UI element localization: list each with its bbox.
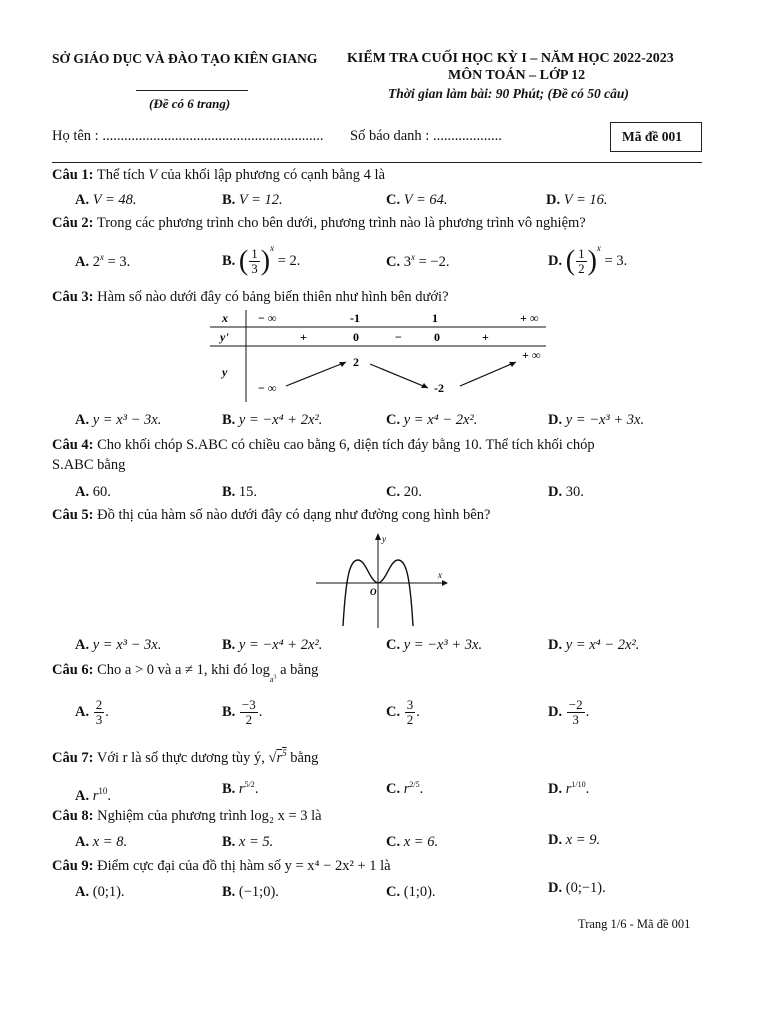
question-7: Câu 7: Với r là số thực dương tùy ý, $√r^5$ bằng: [52, 748, 319, 766]
q2-option-c[interactable]: C. $3^x = -2$.: [386, 252, 450, 270]
question-5: Câu 5: Đồ thị của hàm số nào dưới đây có dạng như đường cong hình bên?: [52, 507, 491, 523]
y-value: + ∞: [522, 348, 541, 362]
table-y-label: y: [222, 365, 228, 379]
y-value: − ∞: [258, 381, 277, 395]
q4-option-c[interactable]: C. 20.: [386, 484, 422, 500]
y-value: -2: [434, 381, 444, 395]
q9-option-b[interactable]: B. (−1;0).: [222, 884, 279, 900]
table-yprime-label: y': [220, 330, 229, 344]
time-note: Thời gian làm bài: 90 Phút; (Đề có 50 câu): [388, 86, 629, 101]
q7-option-c[interactable]: C. $r^{2/5}$.: [386, 780, 424, 797]
question-4-cont: S.ABC bằng: [52, 457, 126, 473]
question-4: Câu 4: Cho khối chóp S.ABC có chiều cao bằng 6, diện tích đáy bằng 10. Thể tích khối chóp: [52, 437, 595, 453]
q3-option-d[interactable]: D. y = −x³ + 3x.: [548, 412, 645, 428]
q6-option-b[interactable]: B. $\frac{-3}{2}$ .: [222, 697, 263, 727]
sign: +: [482, 330, 489, 344]
department-name: SỞ GIÁO DỤC VÀ ĐÀO TẠO KIÊN GIANG: [52, 51, 318, 66]
q5-option-c[interactable]: C. y = −x³ + 3x.: [386, 637, 483, 653]
q8-option-b[interactable]: B. x = 5.: [222, 834, 274, 850]
q7-option-a[interactable]: A. $r^{10}$.: [75, 786, 112, 804]
q6-option-a[interactable]: A. $\frac{2}{3}$ .: [75, 697, 109, 727]
x-value: + ∞: [520, 311, 539, 325]
question-1: Câu 1: Thể tích V của khối lập phương có cạnh bằng 4 là: [52, 167, 386, 183]
q4-option-d[interactable]: D. 30.: [548, 484, 584, 500]
q6-option-d[interactable]: D. $\frac{-2}{3}$ .: [548, 697, 590, 727]
x-value: 1: [432, 311, 438, 325]
q2-option-a[interactable]: A. $2^x = 3$.: [75, 252, 131, 270]
q2-option-b[interactable]: B. ( $\frac{1}{3}$ )$^x$ = 2.: [222, 243, 301, 277]
q3-option-a[interactable]: A. y = x³ − 3x.: [75, 412, 162, 428]
question-2: Câu 2: Trong các phương trình cho bên dưới, phương trình nào là phương trình vô nghiệm?: [52, 215, 586, 231]
q5-option-b[interactable]: B. y = −x⁴ + 2x².: [222, 637, 323, 653]
q1-option-a[interactable]: A. V = 48.: [75, 192, 137, 208]
q9-option-a[interactable]: A. (0;1).: [75, 884, 125, 900]
q5-option-a[interactable]: A. y = x³ − 3x.: [75, 637, 162, 653]
question-3: Câu 3: Hàm số nào dưới đây có bảng biến thiên như hình bên dưới?: [52, 289, 449, 305]
sign: +: [300, 330, 307, 344]
q7-option-b[interactable]: B. $r^{5/2}$.: [222, 780, 259, 797]
student-id-field: Số báo danh : ...................: [350, 128, 502, 144]
q8-option-c[interactable]: C. x = 6.: [386, 834, 439, 850]
sign: −: [395, 330, 402, 344]
pages-note: (Đề có 6 trang): [149, 96, 231, 111]
graph-y-label: y: [382, 534, 386, 544]
sign: 0: [353, 330, 359, 344]
question-8: Câu 8: Nghiệm của phương trình log₂ x = 3 là: [52, 808, 322, 824]
variation-table: [210, 308, 550, 404]
q9-option-d[interactable]: D. (0;−1).: [548, 880, 606, 896]
q8-option-a[interactable]: A. x = 8.: [75, 834, 128, 850]
q3-option-c[interactable]: C. y = x⁴ − 2x².: [386, 412, 478, 428]
q3-option-b[interactable]: B. y = −x⁴ + 2x².: [222, 412, 323, 428]
q6-option-c[interactable]: C. $\frac{3}{2}$ .: [386, 697, 420, 727]
name-field: Họ tên : .............................................................: [52, 128, 324, 144]
q5-option-d[interactable]: D. y = x⁴ − 2x².: [548, 637, 640, 653]
q4-option-a[interactable]: A. 60.: [75, 484, 111, 500]
q2-option-d[interactable]: D. ( $\frac{1}{2}$ )$^x$ = 3.: [548, 243, 628, 277]
exam-title: KIỂM TRA CUỐI HỌC KỲ I – NĂM HỌC 2022-2023: [347, 51, 674, 66]
x-value: − ∞: [258, 311, 277, 325]
header-divider: [52, 162, 702, 163]
q4-option-b[interactable]: B. 15.: [222, 484, 258, 500]
header-underline: [136, 90, 248, 91]
q8-option-d[interactable]: D. x = 9.: [548, 832, 601, 848]
graph-origin-label: O: [370, 587, 377, 597]
question-6: Câu 6: Cho a > 0 và a ≠ 1, khi đó $\log_{a^3} a$ bằng: [52, 662, 319, 684]
question-9: Câu 9: Điểm cực đại của đồ thị hàm số y = x⁴ − 2x² + 1 là: [52, 858, 391, 874]
exam-code: Mã đề 001: [622, 129, 682, 144]
function-graph: [314, 530, 454, 630]
sign: 0: [434, 330, 440, 344]
x-value: -1: [350, 311, 360, 325]
page-footer: Trang 1/6 - Mã đề 001: [578, 917, 691, 931]
q7-option-d[interactable]: D. $r^{1/10}$.: [548, 780, 590, 797]
q1-option-c[interactable]: C. V = 64.: [386, 192, 448, 208]
y-value: 2: [353, 355, 359, 369]
q1-option-b[interactable]: B. V = 12.: [222, 192, 283, 208]
subject-title: MÔN TOÁN – LỚP 12: [448, 68, 586, 83]
table-x-label: x: [222, 311, 228, 325]
q1-option-d[interactable]: D. V = 16.: [546, 192, 608, 208]
q9-option-c[interactable]: C. (1;0).: [386, 884, 436, 900]
graph-x-label: x: [438, 570, 442, 580]
